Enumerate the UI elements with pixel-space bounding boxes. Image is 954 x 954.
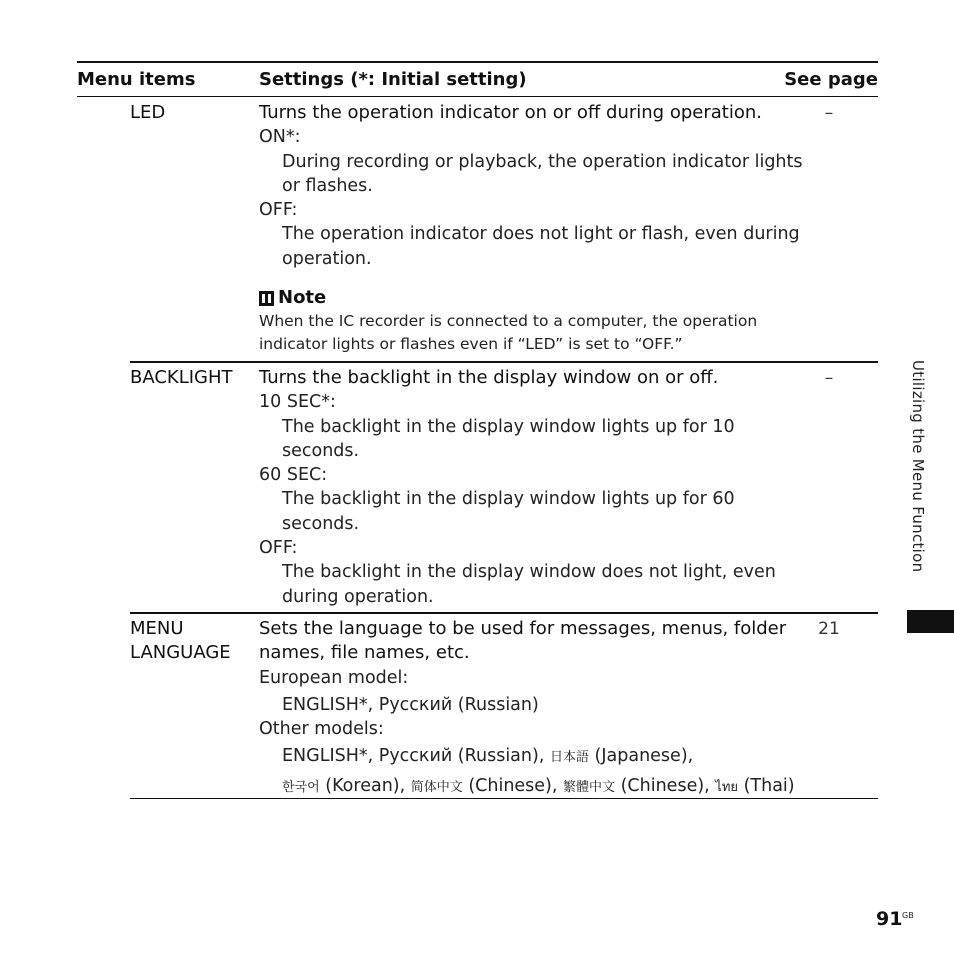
section-tab-marker [907,610,954,633]
other-models-line1 [259,744,804,770]
thai-glyph: ไทย [715,779,739,795]
other-models-label: Other models: [259,719,384,740]
row-divider [130,361,878,363]
korean-glyph: 한국어 [282,779,320,795]
menu-item-backlight: BACKLIGHT [130,367,233,388]
other-line1-prefix: ENGLISH*, Русский (Russian), [282,746,550,767]
menu-language-see-page: 21 [818,619,840,639]
page-number: 91 [876,908,903,930]
settings-table [77,61,878,796]
other-models-line2 [259,774,804,800]
european-model-value: ENGLISH*, Русский (Russian) [282,694,539,715]
table-header [77,63,878,97]
note-title: Note [278,287,327,309]
backlight-option-10sec-desc: The backlight in the display window lights up for 10 seconds. [282,416,735,461]
setting-menu-language [259,617,804,800]
header-settings: Settings (*: Initial setting) [259,69,527,90]
led-see-page: – [824,103,834,123]
page-suffix: GB [902,911,914,920]
setting-led [259,101,804,356]
backlight-lead: Turns the backlight in the display window on or off. [259,367,719,388]
menu-language-lead: Sets the language to be used for messages, menus, folder names, file names, etc. [259,618,787,664]
chinese-simplified-label: (Chinese), [462,775,564,796]
backlight-option-off: OFF: [259,538,298,559]
menu-item-led: LED [130,102,166,123]
backlight-option-off-desc: The backlight in the display window does not light, even during operation. [282,562,776,607]
japanese-glyph: 日本語 [549,750,589,766]
led-option-on: ON*: [259,127,301,148]
chinese-traditional-label: (Chinese), [615,775,716,796]
backlight-option-60sec-desc: The backlight in the display window lights up for 60 seconds. [282,489,735,534]
japanese-label: (Japanese), [588,746,694,767]
led-lead: Turns the operation indicator on or off during operation. [259,102,762,123]
korean-label: (Korean), [319,775,411,796]
setting-backlight [259,366,804,609]
led-option-off: OFF: [259,200,298,221]
table-bottom-rule [130,798,878,799]
european-model-label: European model: [259,667,409,688]
led-option-on-desc: During recording or playback, the operation indicator lights or flashes. [282,151,803,196]
backlight-option-10sec: 10 SEC*: [259,392,336,413]
menu-language-line2: LANGUAGE [130,642,231,663]
header-see-page: See page [784,69,878,90]
header-menu-items: Menu items [77,69,196,90]
backlight-see-page: – [824,368,834,388]
backlight-option-60sec: 60 SEC: [259,465,328,486]
note-text: When the IC recorder is connected to a computer, the operation indicator lights or flashes even if “LED” is set to “OFF.” [259,312,758,354]
menu-item-menu-language [130,617,258,665]
row-divider [130,612,878,614]
note-icon [259,291,274,306]
chinese-simplified-glyph: 简体中文 [410,779,463,795]
thai-label: (Thai) [738,775,795,796]
led-option-off-desc: The operation indicator does not light or flash, even during operation. [282,224,800,269]
section-tab-label: Utilizing the Menu Function [909,360,927,573]
note-heading [259,286,804,310]
menu-language-line1: MENU [130,618,184,639]
chinese-traditional-glyph: 繁體中文 [563,779,616,795]
